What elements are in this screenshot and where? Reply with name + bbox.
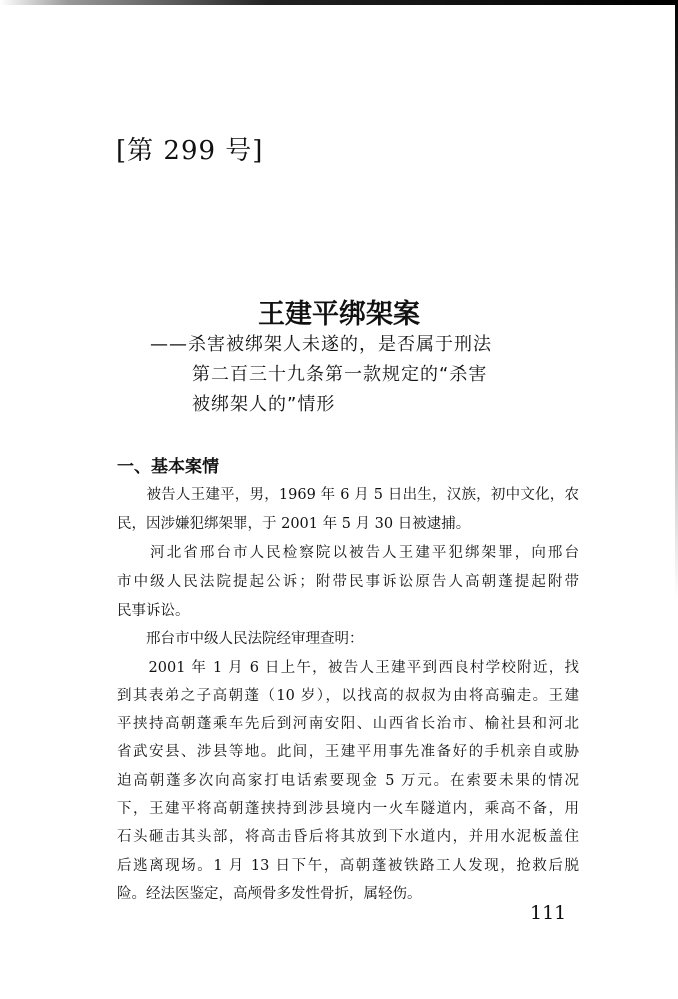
body-line: 省武安县、涉县等地。此间，王建平用事先准备好的手机亲自或胁 <box>117 744 579 760</box>
subtitle-line: 被绑架人的”情形 <box>192 394 336 415</box>
body-line: 市中级人民法院提起公诉；附带民事诉讼原告人高朝蓬提起附带 <box>117 574 579 590</box>
body-line: 险。经法医鉴定，高颅骨多发性骨折，属轻伤。 <box>117 886 422 902</box>
body-line: 平挟持高朝蓬乘车先后到河南安阳、山西省长治市、榆社县和河北 <box>117 716 579 732</box>
body-line: 迫高朝蓬多次向高家打电话索要现金 5 万元。在索要未果的情况 <box>117 773 579 789</box>
body-line: 2001 年 1 月 6 日上午，被告人王建平到西良村学校附近，找 <box>117 660 579 676</box>
body-line: 河北省邢台市人民检察院以被告人王建平犯绑架罪，向邢台 <box>117 545 579 561</box>
body-line: 民事诉讼。 <box>117 603 190 619</box>
page-number: 111 <box>530 902 567 924</box>
body-line: 下，王建平将高朝蓬挟持到涉县境内一火车隧道内，乘高不备，用 <box>117 801 579 817</box>
case-title: 王建平绑架案 <box>258 299 420 330</box>
body-line: 石头砸击其头部，将高击昏后将其放到下水道内，并用水泥板盖住 <box>117 829 579 845</box>
body-line: 邢台市中级人民法院经审理查明： <box>117 631 364 647</box>
scan-border-top <box>0 0 678 5</box>
subtitle-line: 第二百三十九条第一款规定的“杀害 <box>192 364 488 385</box>
case-number: [第 299 号] <box>116 136 264 166</box>
subtitle-line: ——杀害被绑架人未遂的，是否属于刑法 <box>150 334 492 355</box>
body-line: 民，因涉嫌犯绑架罪，于 2001 年 5 月 30 日被逮捕。 <box>117 516 471 532</box>
body-line: 到其表弟之子高朝蓬（10 岁），以找高的叔叔为由将高骗走。王建 <box>117 688 579 704</box>
body-line: 后逃离现场。1 月 13 日下午，高朝蓬被铁路工人发现，抢救后脱 <box>117 858 579 874</box>
body-line: 被告人王建平，男，1969 年 6 月 5 日出生，汉族，初中文化，农 <box>117 487 579 503</box>
section-heading: 一、基本案情 <box>117 457 219 477</box>
